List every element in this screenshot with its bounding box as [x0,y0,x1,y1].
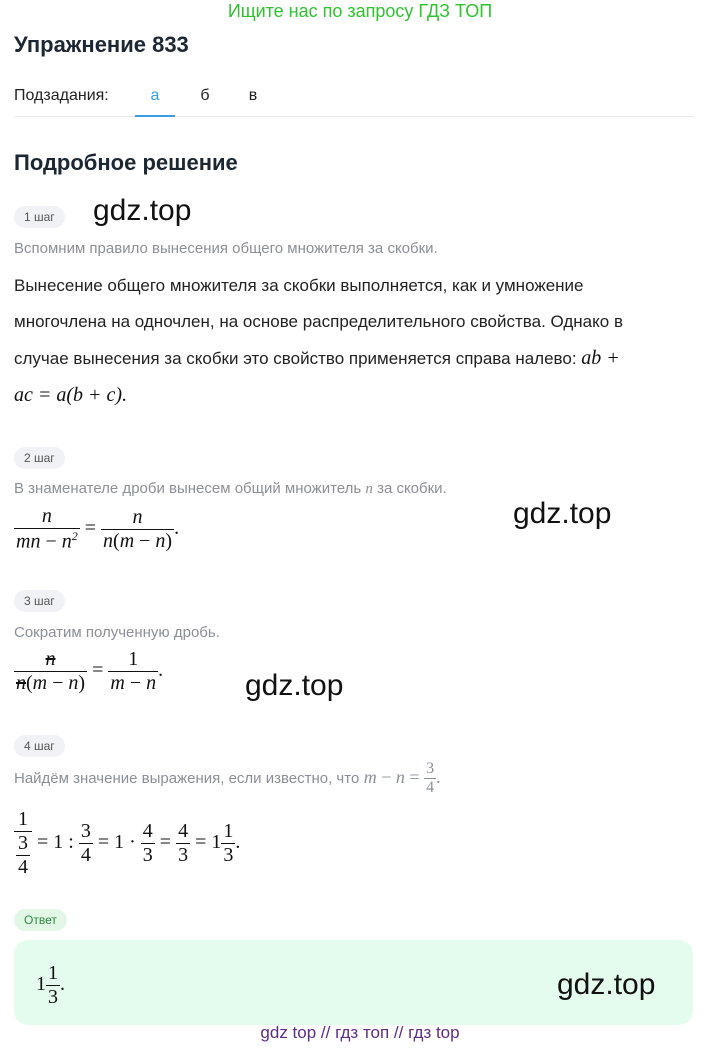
step-2-hint [14,480,447,498]
answer-badge-label: Ответ [14,909,67,931]
watermark: gdz.top [245,669,344,702]
answer-box [14,940,693,1025]
tab-a[interactable]: а [135,84,175,117]
step-1-line-3-text: случае вынесения за скобки это свойство применяется справа налево: [14,349,577,368]
step-4-hint-formula: m − n = $\frac{3}{4}$ . [363,760,441,796]
fraction: $\frac{4}{3}$ [142,820,153,866]
step-badge: 3 шаг [14,590,65,612]
subtasks-tabs [14,84,694,117]
answer-value: 1 $\frac{1}{3}$ . [36,962,65,1008]
page-title: Упражнение 833 [14,32,189,57]
step-badge: 1 шаг [14,206,65,228]
fraction: $\frac{1}{3}$ [223,820,234,866]
step-2-hint-text: В знаменателе дроби вынесем общий множитель [14,480,362,497]
watermark: gdz.top [557,968,656,1001]
step-3-hint: Сократим полученную дробь. [14,624,220,641]
fraction: 1 3 4 [14,808,32,879]
step-4-formula: 1 3 4 = 1 : $\frac{3}{4}$ = 1 · $\frac{4}{3}$ = $\frac{4}{3}$ = 1 $\frac{1}{3}$ . [14,808,240,879]
step-1-formula: ac = a(b + c). [14,384,128,406]
step-2-formula: $\frac{n}{mn - n^2}$ = $\frac{n}{n(m - n)}$ . [16,505,180,553]
promo-banner[interactable]: Ищите нас по запросу ГДЗ ТОП [227,1,493,21]
footer-links[interactable]: gdz top // гдз топ // гдз top [260,1023,460,1042]
watermark: gdz.top [93,194,192,227]
fraction: $\frac{3}{4}$ [80,820,91,866]
step-2-hint-end: за скобки. [377,480,447,497]
section-title: Подробное решение [14,150,238,175]
subtasks-label: Подзадания: [14,87,109,104]
fraction: $\frac{n}{n(m - n)}$ [103,505,173,552]
watermark: gdz.top [513,497,612,530]
step-2-hint-var: n [365,481,373,497]
step-4-hint-text: Найдём значение выражения, если известно, что [14,770,360,787]
step-4-badge [14,735,65,757]
tab-v[interactable]: в [248,87,258,104]
fraction: $\frac{1}{m - n}$ [110,648,157,694]
step-1-badge [14,206,65,228]
answer-badge [14,909,67,931]
step-1-line-3 [14,340,704,377]
step-badge: 2 шаг [14,447,65,469]
tab-b[interactable]: б [200,87,210,104]
step-1-line-2: многочлена на одночлен, на основе распределительного свойства. Однако в [14,312,623,331]
step-3-formula: $\frac{n}{n(m - n)}$ = $\frac{1}{m - n}$ . [16,648,164,694]
step-2-badge [14,447,65,469]
step-3-badge [14,590,65,612]
step-1-formula-tail: ab + [581,347,620,369]
fraction: $\frac{n}{n(m - n)}$ [16,648,86,694]
fraction: $\frac{n}{mn - n^2}$ [16,505,78,553]
fraction: $\frac{4}{3}$ [178,820,189,866]
step-badge: 4 шаг [14,735,65,757]
step-1-hint: Вспомним правило вынесения общего множителя за скобки. [14,240,438,257]
step-1-line-1: Вынесение общего множителя за скобки выполняется, как и умножение [14,276,584,295]
step-4-hint [14,760,441,797]
step-1-text [14,268,704,413]
